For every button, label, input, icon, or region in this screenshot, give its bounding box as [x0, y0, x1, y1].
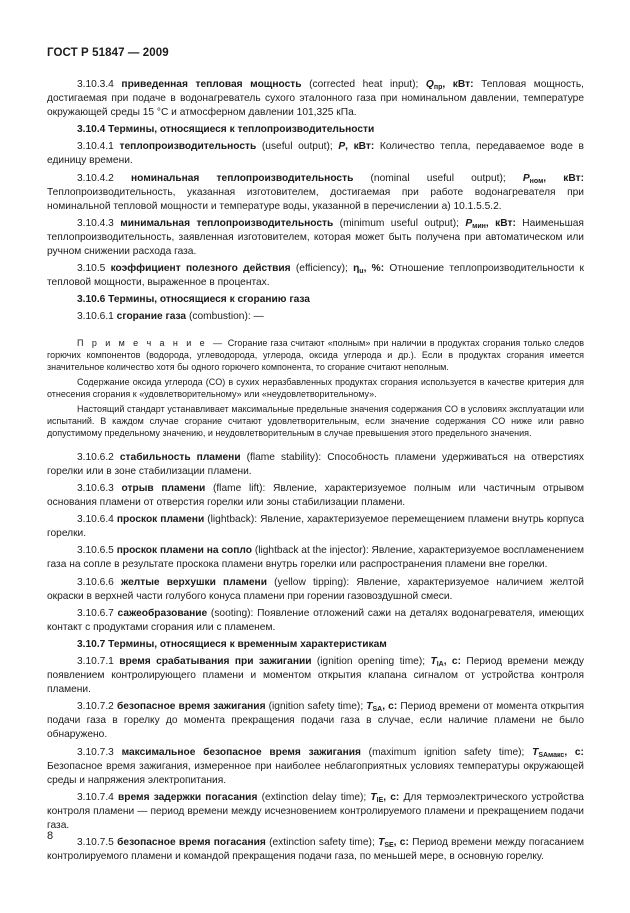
clause-3-10-6-5: 3.10.6.5 проскок пламени на сопло (lightback at the injector): Явление, характеризуемое воспламенением газа на сопле в результате проскока пламени внутрь горелки или распространения пламени вне горелки. [47, 545, 584, 571]
clause-3-10-6-1: 3.10.6.1 сгорание газа (combustion): — [77, 311, 264, 323]
note-paragraph-3: Настоящий стандарт устанавливает максимальные предельные значения содержания CO в условиях эксплуатации или испытаний. В каждом случае сгорание считают удовлетворительным, если значение содержания CO ниже или равно допустимому предельному значению, и неудовлетворительным в случае превышения этого предельного значения. [47, 403, 584, 439]
clause-3-10-5: 3.10.5 коэффициент полезного действия (efficiency); $\eta_u$, %: Отношение теплопроизводительности к тепловой мощности, выраженное в процентах. [47, 263, 584, 289]
term: сгорание газа [116, 311, 187, 323]
term: сажеобразование [117, 607, 208, 619]
term: номинальная теплопроизводительность [131, 172, 354, 184]
term: проскок пламени на сопло [116, 545, 252, 557]
term: стабильность пламени [119, 451, 241, 463]
clause-3-10-6-4: 3.10.6.4 проскок пламени (lightback): Явление, характеризуемое перемещением пламени внутрь корпуса горелки. [47, 514, 584, 540]
clause-3-10-6-7: 3.10.6.7 сажеобразование (sooting): Появление отложений сажи на деталях водонагревателя, имеющих контакт с продуктами сгорания или с пламенем. [47, 607, 584, 633]
document-body [47, 78, 584, 867]
clause-3-10-4-2: 3.10.4.2 номинальная теплопроизводительность (nominal useful output); $P_{ном}$, кВт: Теплопроизводительность, указанная изготовителем, достигаемая при работе водонагревателя при номинальной тепловой мощности и температуре воды, указанной в перечислении а) 10.1.5.5.2. [47, 172, 584, 212]
page-number: 8 [47, 830, 54, 842]
clause-3-10-6-2: 3.10.6.2 стабильность пламени (flame stability): Способность пламени удерживаться на отверстиях горелки или в зоне стабилизации пламени. [47, 451, 584, 477]
note-paragraph-2: Содержание оксида углерода (CO) в сухих неразбавленных продуктах сгорания используется в качестве критерия для отнесения сгорания к «удовлетворительному» или «неудовлетворительному». [47, 376, 584, 400]
term: коэффициент полезного действия [110, 263, 291, 275]
note-paragraph-1: П р и м е ч а н и е — Сгорание газа считают «полным» при наличии в продуктах сгорания только следов горючих компонентов (водорода, углеводорода, углерода, оксида углерода и др.). Если в продуктах сгорания имеется значительное количество хотя бы одного горючего компонента, то сгорание считают неполным. [47, 337, 585, 373]
clause-3-10-7-4: 3.10.7.4 время задержки погасания (extinction delay time); $T_{IE}$, с: Для термоэлектрического устройства контроля пламени — период времени между исчезновением контролируемого пламени и прекращением подачи газа. [47, 791, 584, 831]
term: желтые верхушки пламени [120, 576, 267, 588]
term: безопасное время зажигания [116, 701, 266, 713]
term: время задержки погасания [118, 791, 258, 803]
clause-3-10-7-2: 3.10.7.2 безопасное время зажигания (ignition safety time); $T_{SA}$, с: Период времени от момента открытия подачи газа в горелку до момента прекращения подачи газа в случае, если наличие пламени не было обнаружено. [47, 701, 584, 741]
clause-3-10-3-4: 3.10.3.4 приведенная тепловая мощность (corrected heat input); $Q_{пр}$, кВт: Тепловая мощность, достигаемая при подаче в водонагреватель сухого эталонного газа при номинальном давлении, температуре окружающей среды 15 °C и атмосферном давлении 101,325 кПа. [47, 79, 584, 119]
clause-3-10-7-3: 3.10.7.3 максимальное безопасное время зажигания (maximum ignition safety time); $T_{SAмакс}$, с: Безопасное время зажигания, измеренное при наиболее неблагоприятных условиях температуры окружающей среды и напряжения электропитания. [47, 746, 584, 786]
term: безопасное время погасания [117, 837, 266, 849]
clause-3-10-7-5: 3.10.7.5 безопасное время погасания (extinction safety time); $T_{SE}$, с: Период времени между погасанием контролируемого пламени и командой прекращения подачи газа, по меньшей мере, в основную горелку. [47, 837, 584, 863]
term: приведенная тепловая мощность [121, 79, 302, 90]
clause-3-10-6-3: 3.10.6.3 отрыв пламени (flame lift): Явление, характеризуемое полным или частичным отрывом основания пламени от отверстия горелки или зоны стабилизации пламени. [47, 482, 584, 509]
section-heading-3-10-6: 3.10.6 Термины, относящиеся к сгоранию газа [77, 294, 310, 306]
clause-3-10-6-6: 3.10.6.6 желтые верхушки пламени (yellow tipping): Явление, характеризуемое наличием желтой окраски в верхней части голубого конуса пламени при горении газовоздушной смеси. [47, 576, 584, 602]
section-heading-3-10-4: 3.10.4 Термины, относящиеся к теплопроизводительности [77, 124, 375, 136]
clause-3-10-7-1: 3.10.7.1 время срабатывания при зажигании (ignition opening time); $T_{IA}$, с: Период времени между появлением контролирующего пламени и моментом открытия клапана сигналом от устройства контроля пламени. [47, 655, 584, 696]
term: проскок пламени [116, 514, 205, 526]
term: время срабатывания при зажигании [119, 655, 312, 667]
term: минимальная теплопроизводительность [120, 217, 334, 229]
section-heading-3-10-7: 3.10.7 Термины, относящиеся к временным характеристикам [77, 638, 387, 650]
term: максимальное безопасное время зажигания [121, 746, 361, 758]
term: отрыв пламени [121, 482, 206, 494]
term: теплопроизводительность [119, 141, 257, 153]
clause-3-10-4-1: 3.10.4.1 теплопроизводительность (useful output); P, кВт: Количество тепла, передаваемое воде в единицу времени. [47, 141, 584, 167]
clause-3-10-4-3: 3.10.4.3 минимальная теплопроизводительность (minimum useful output); $P_{мин}$, кВт: Наименьшая теплопроизводительность, заявленная изготовителем, которая может быть получена при автоматическом или ручном снижении расхода газа. [47, 217, 584, 258]
note-label: П р и м е ч а н и е — [77, 337, 225, 348]
document-header: ГОСТ Р 51847 — 2009 [47, 47, 169, 59]
